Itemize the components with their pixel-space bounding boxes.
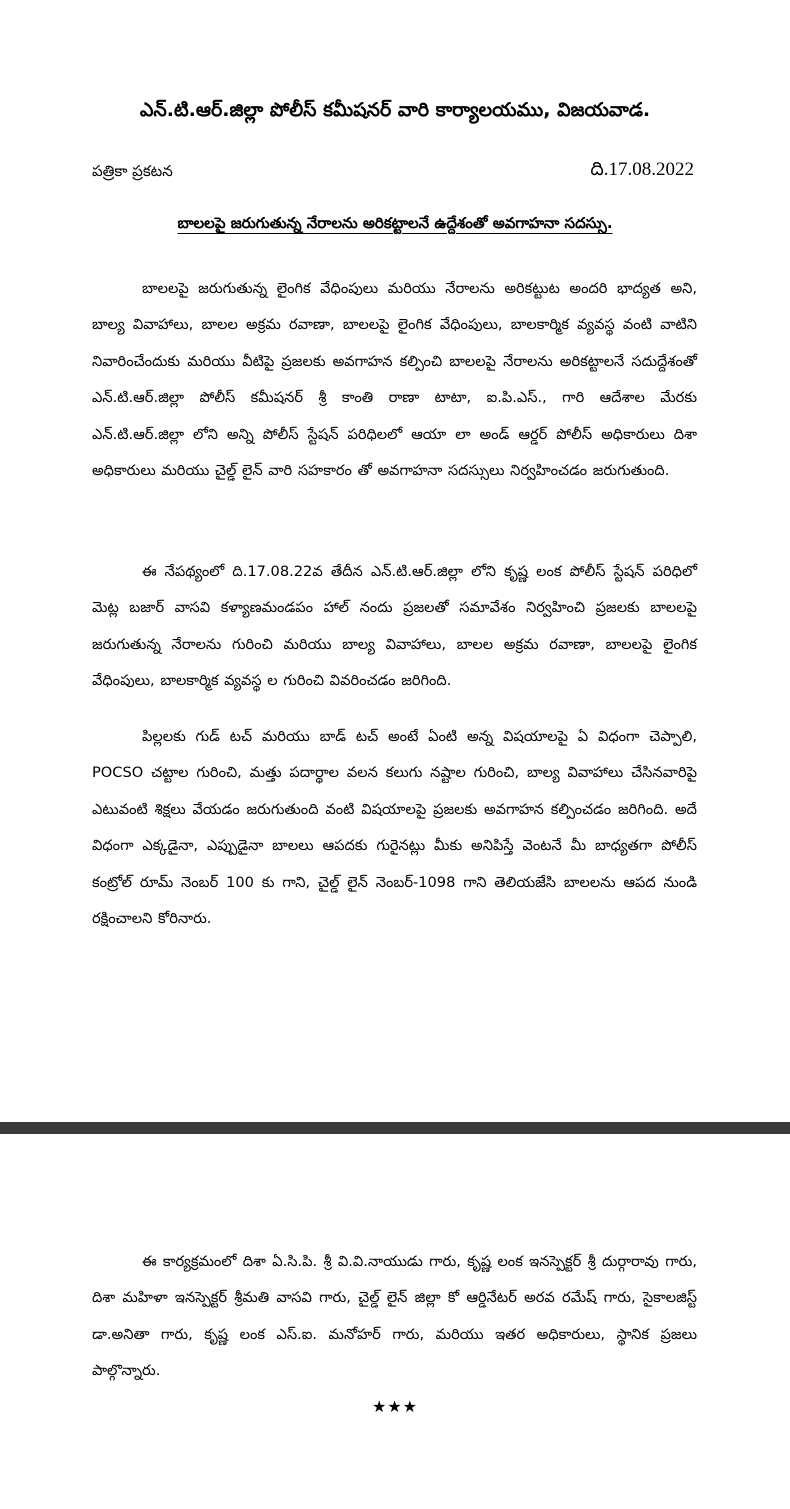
page-separator <box>0 1122 790 1134</box>
subtitle-text: బాలలపై జరుగుతున్న నేరాలను అరికట్టాలనే ఉద్దేశంతో అవగాహనా సదస్సు. <box>177 214 613 232</box>
document-page-2 <box>0 1134 790 1509</box>
paragraph-4: ఈ కార్యక్రమంలో దిశా ఏ.సి.పి. శ్రీ వి.వి.నాయుడు గారు, కృష్ణ లంక ఇనస్పెక్టర్ శ్రీ దుర్గారావు గారు, దిశా మహిళా ఇనస్పెక్టర్ శ్రీమతి వాసవి గారు, చైల్డ్ లైన్ జిల్లా కో ఆర్డినేటర్ అరవ రమేష్ గారు, సైకాలజిస్ట్ డా.అనితా గారు, కృష్ణ లంక ఎస్.ఐ. మనోహర్ గారు, మరియు ఇతర అధికారులు, స్థానిక ప్రజలు పాల్గొన్నారు. <box>92 1252 697 1380</box>
subtitle <box>0 210 790 236</box>
paragraph-3: పిల్లలకు గుడ్ టచ్ మరియు బాడ్ టచ్ అంటే ఏంటి అన్న విషయాలపై ఏ విధంగా చెప్పాలి, POCSO చట్టాల గురించి, మత్తు పదార్థాల వలన కలుగు నష్టాల గురించి, బాల్య వివాహాలు చేసినవారిపై ఎటువంటి శిక్షలు వేయడం జరుగుతుంది వంటి విషయాలపై ప్రజలకు అవగాహన కల్పించడం జరిగింది. అదే విధంగా ఎక్కడైనా, ఎప్పుడైనా బాలలు ఆపదకు గురైనట్లు మీకు అనిపిస్తే వెంటనే మీ బాధ్యతగా పోలీస్ కంట్రోల్ రూమ్ నెంబర్ 100 కు గాని, చైల్డ్ లైన్ నెంబర్-1098 గాని తెలియజేసి బాలలను ఆపద నుండి రక్షించాలని కోరినారు. <box>92 727 697 928</box>
paragraph-1: బాలలపై జరుగుతున్న లైంగిక వేధింపులు మరియు నేరాలను అరికట్టుట అందరి భాద్యత అని, బాల్య వివాహాలు, బాలల అక్రమ రవాణా, బాలలపై లైంగిక వేధింపులు, బాలకార్మిక వ్యవస్థ వంటి వాటిని నివారించేందుకు మరియు వీటిపై ప్రజలకు అవగాహన కల్పించి బాలలపై నేరాలను అరికట్టాలనే సదుద్దేశంతో ఎన్.టి.ఆర్.జిల్లా పోలీస్ కమీషనర్ శ్రీ కాంతి రాణా టాటా, ఐ.పి.ఎస్., గారి ఆదేశాల మేరకు ఎన్.టి.ఆర్.జిల్లా లోని అన్ని పోలీస్ స్టేషన్ పరిధిలలో ఆయా లా అండ్ ఆర్డర్ పోలీస్ అధికారులు దిశా అధికారులు మరియు చైల్డ్ లైన్ వారి సహకారం తో అవగాహనా సదస్సులు నిర్వహించడం జరుగుతుంది. <box>92 279 697 480</box>
release-date: ది.17.08.2022 <box>590 159 694 180</box>
end-stars: ★★★ <box>371 1397 419 1416</box>
page-title: ఎన్.టి.ఆర్.జిల్లా పోలీస్ కమీషనర్ వారి కార్యాలయము, విజయవాడ. <box>139 99 651 121</box>
paragraph-2: ఈ నేపథ్యంలో ది.17.08.22వ తేదీన ఎన్.టి.ఆర్.జిల్లా లోని కృష్ణ లంక పోలీస్ స్టేషన్ పరిధిలో మెట్ల బజార్ వాసవి కళ్యాణమండపం హాల్ నందు ప్రజలతో సమావేశం నిర్వహించి ప్రజలకు బాలలపై జరుగుతున్న నేరాలను గురించి మరియు బాల్య వివాహాలు, బాలల అక్రమ రవాణా, బాలలపై లైంగిక వేధింపులు, బాలకార్మిక వ్యవస్థ ల గురించి వివరించడం జరిగింది. <box>92 562 697 690</box>
press-release-label: పత్రికా ప్రకటన <box>92 162 173 180</box>
